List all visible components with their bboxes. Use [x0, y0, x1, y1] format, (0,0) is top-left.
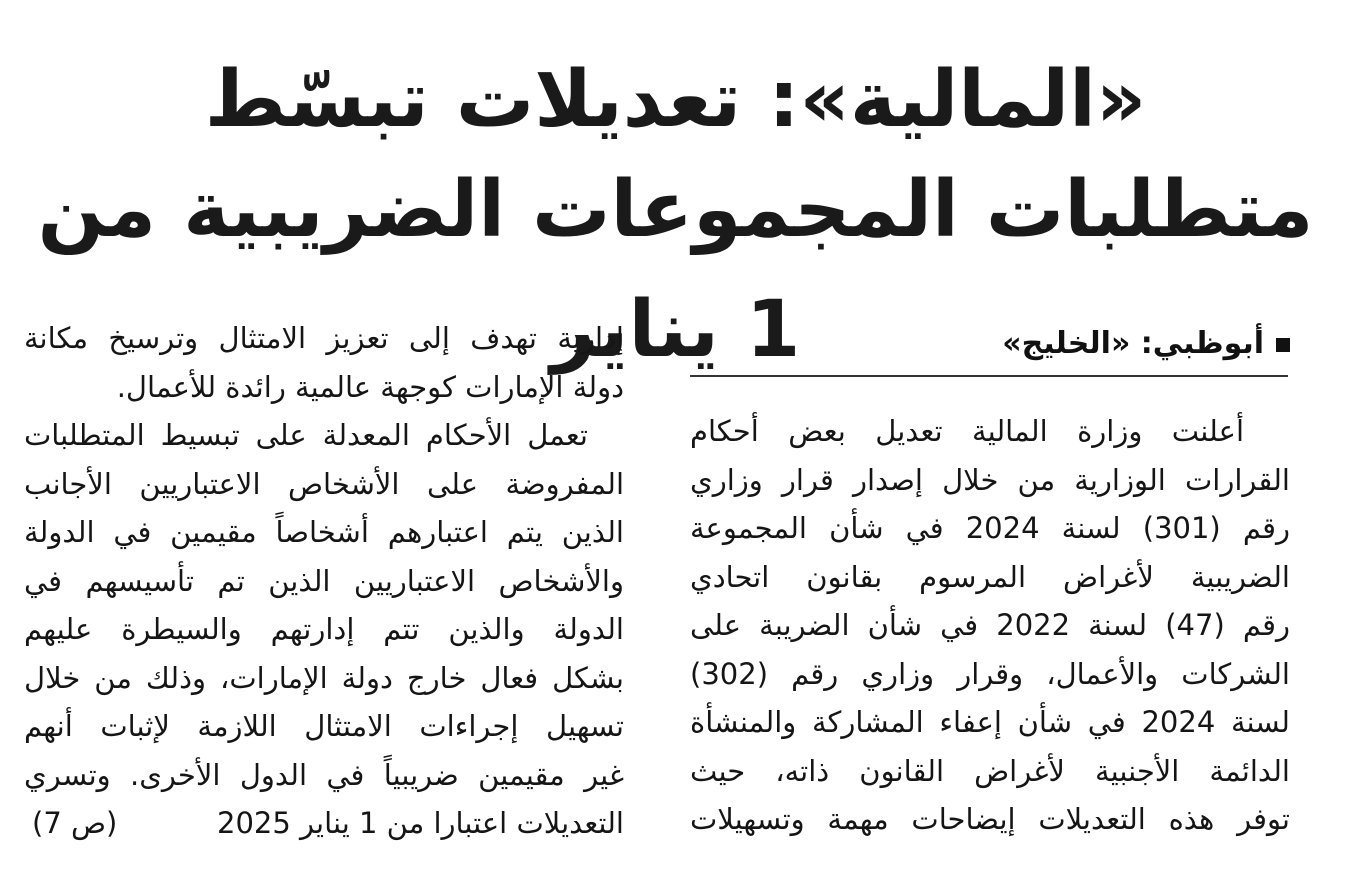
- text-line: المفروضة على الأشخاص الاعتباريين الأجانب: [24, 466, 624, 501]
- text-line: تعمل الأحكام المعدلة على تبسيط المتطلبات: [24, 418, 588, 452]
- byline: [690, 318, 1290, 370]
- byline-square-icon: [1276, 338, 1290, 352]
- final-line: [24, 799, 624, 848]
- article-column-left: [24, 314, 624, 848]
- page-reference: (ص 7): [32, 806, 118, 840]
- text-line: الضريبية لأغراض المرسوم بقانون اتحادي: [690, 559, 1290, 594]
- text-line: الدائمة الأجنبية لأغراض القانون ذاته، حيث: [690, 753, 1290, 788]
- text-line: لسنة 2024 في شأن إعفاء المشاركة والمنشأة: [690, 705, 1290, 739]
- text-line: تسهيل إجراءات الامتثال اللازمة لإثبات أنهم: [24, 709, 624, 743]
- text-line: رقم (301) لسنة 2024 في شأن المجموعة: [690, 511, 1290, 545]
- text-line: القرارات الوزارية من خلال إصدار قرار وزاري: [690, 462, 1290, 497]
- text-line: توفر هذه التعديلات إيضاحات مهمة وتسهيلات: [690, 802, 1290, 836]
- text-line: الشركات والأعمال، وقرار وزاري رقم (302): [690, 656, 1290, 691]
- text-line: والأشخاص الاعتباريين الذين تم تأسيسهم في: [24, 563, 624, 598]
- article-column-right: [690, 407, 1290, 844]
- text-line: الدولة والذين تتم إدارتهم والسيطرة عليهم: [24, 612, 624, 646]
- text-line: الذين يتم اعتبارهم أشخاصاً مقيمين في الدولة: [24, 515, 624, 549]
- byline-text: أبوظبي: «الخليج»: [1002, 326, 1264, 361]
- text-line: غير مقيمين ضريبياً في الدول الأخرى. وتسري: [24, 757, 624, 792]
- text-line: دولة الإمارات كوجهة عالمية رائدة للأعمال.: [116, 369, 624, 404]
- text-line: التعديلات اعتبارا من 1 يناير 2025: [217, 806, 624, 840]
- headline-line-2: متطلبات المجموعات الضريبية من 1 يناير: [37, 165, 1314, 375]
- text-line: بشكل فعال خارج دولة الإمارات، وذلك من خلال: [24, 660, 624, 695]
- byline-divider: [690, 375, 1288, 377]
- text-line: رقم (47) لسنة 2022 في شأن الضريبة على: [690, 608, 1290, 642]
- headline-line-1: «المالية»: تعديلات تبسّط: [204, 55, 1147, 145]
- text-line: إدارية تهدف إلى تعزيز الامتثال وترسيخ مكانة: [24, 321, 624, 355]
- text-line: أعلنت وزارة المالية تعديل بعض أحكام: [690, 414, 1244, 448]
